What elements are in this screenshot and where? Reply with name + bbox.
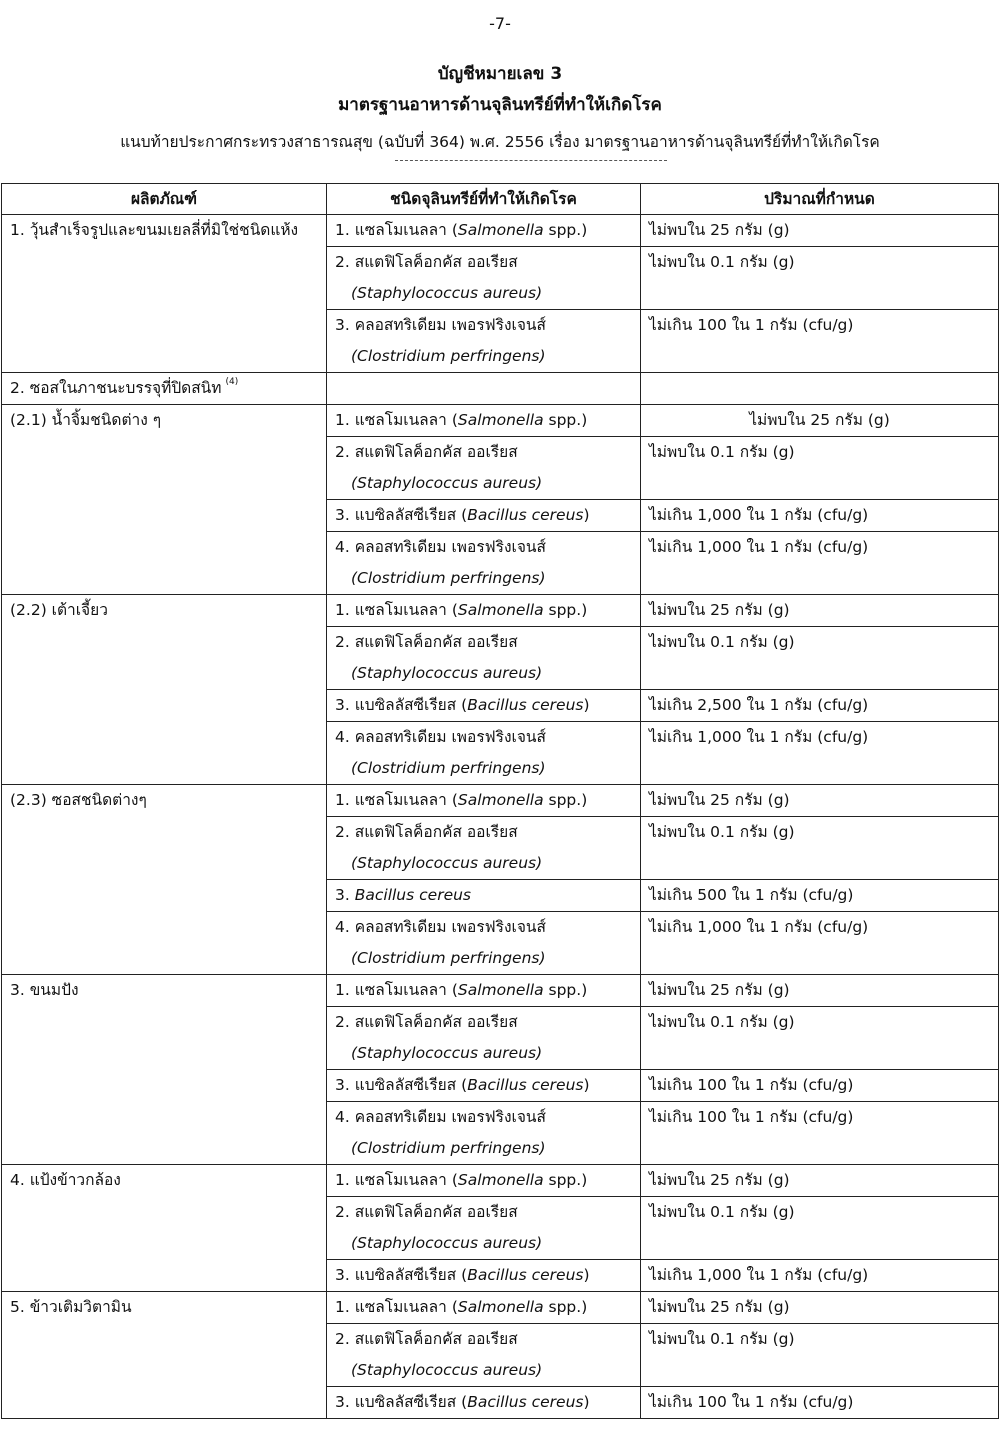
organism-cell: [327, 817, 641, 880]
product-cell: [2, 1292, 327, 1419]
organism-thai: แซลโมเนลลา: [354, 981, 447, 999]
organism-thai: สแตฟิโลค็อกคัส ออเรียส: [354, 1013, 518, 1031]
page-subtitle: แนบท้ายประกาศกระทรวงสาธารณสุข (ฉบับที่ 364) พ.ศ. 2556 เรื่อง มาตรฐานอาหารด้านจุลินทรีย์ที่ทำให้เกิดโรค: [120, 133, 880, 151]
organism-thai: คลอสทริเดียม เพอรฟริงเจนส์: [354, 1108, 546, 1126]
header-product: ผลิตภัณฑ์: [2, 184, 327, 215]
organism-scientific: Bacillus cereus: [467, 506, 584, 524]
product-name: 1. วุ้นสำเร็จรูปและขนมเยลลี่ที่มิใช่ชนิดแห้ง: [10, 221, 299, 239]
item-number: 3.: [335, 1393, 350, 1411]
item-number: 1.: [335, 1298, 350, 1316]
limit-cell: ไม่เกิน 100 ใน 1 กรัม (cfu/g): [641, 1387, 999, 1419]
limit-cell: ไม่พบใน 0.1 กรัม (g): [641, 1324, 999, 1387]
header-limit: ปริมาณที่กำหนด: [641, 184, 999, 215]
organism-cell: 1. แซลโมเนลลา (Salmonella spp.): [327, 785, 641, 817]
organism-scientific: Salmonella: [457, 1298, 544, 1316]
organism-spp: spp.: [548, 1171, 582, 1189]
organism-thai: แซลโมเนลลา: [354, 411, 447, 429]
organism-thai: แบซิลลัสซีเรียส: [354, 1393, 457, 1411]
item-number: 2.: [335, 1330, 350, 1348]
item-number: 1.: [335, 411, 350, 429]
page-number: -7-: [489, 14, 511, 33]
item-number: 4.: [335, 918, 350, 936]
item-number: 3.: [335, 1076, 350, 1094]
limit-cell: ไม่เกิน 2,500 ใน 1 กรัม (cfu/g): [641, 690, 999, 722]
organism-scientific: (Clostridium perfringens): [351, 347, 546, 365]
organism-scientific: Salmonella: [457, 791, 544, 809]
header-organism: ชนิดจุลินทรีย์ที่ทำให้เกิดโรค: [327, 184, 641, 215]
product-name: 3. ขนมปัง: [10, 981, 79, 999]
limit-cell: ไม่พบใน 25 กรัม (g): [641, 595, 999, 627]
product-cell: [2, 405, 327, 595]
product-name: 5. ข้าวเติมวิตามิน: [10, 1298, 132, 1316]
organism-thai: สแตฟิโลค็อกคัส ออเรียส: [354, 823, 518, 841]
table-row: [2, 1165, 999, 1197]
organism-cell: 3. แบซิลลัสซีเรียส (Bacillus cereus): [327, 1260, 641, 1292]
organism-cell: [327, 373, 641, 405]
product-name: (2.3) ซอสชนิดต่างๆ: [10, 791, 147, 809]
organism-scientific: Bacillus cereus: [467, 1266, 584, 1284]
organism-thai: แบซิลลัสซีเรียส: [354, 696, 457, 714]
item-number: 4.: [335, 1108, 350, 1126]
table-row: [2, 405, 999, 437]
limit-cell: ไม่เกิน 1,000 ใน 1 กรัม (cfu/g): [641, 722, 999, 785]
item-number: 2.: [335, 253, 350, 271]
organism-cell: 3. แบซิลลัสซีเรียส (Bacillus cereus): [327, 1387, 641, 1419]
item-number: 2.: [335, 443, 350, 461]
product-cell: [2, 1165, 327, 1292]
organism-scientific: Bacillus cereus: [467, 696, 584, 714]
limit-cell: ไม่พบใน 0.1 กรัม (g): [641, 627, 999, 690]
organism-thai: สแตฟิโลค็อกคัส ออเรียส: [354, 443, 518, 461]
organism-cell: 1. แซลโมเนลลา (Salmonella spp.): [327, 405, 641, 437]
organism-scientific: Salmonella: [457, 411, 544, 429]
organism-thai: แบซิลลัสซีเรียส: [354, 1076, 457, 1094]
product-cell: [2, 975, 327, 1165]
organism-cell: 1. แซลโมเนลลา (Salmonella spp.): [327, 595, 641, 627]
table-row: [2, 373, 999, 405]
organism-thai: แซลโมเนลลา: [354, 791, 447, 809]
item-number: 3.: [335, 506, 350, 524]
item-number: 3.: [335, 696, 350, 714]
organism-scientific: Salmonella: [457, 1171, 544, 1189]
standards-table: [1, 183, 999, 1419]
footnote-marker: (4): [225, 377, 239, 387]
organism-scientific: (Staphylococcus aureus): [351, 1234, 543, 1252]
organism-thai: แบซิลลัสซีเรียส: [354, 1266, 457, 1284]
item-number: 1.: [335, 791, 350, 809]
organism-cell: [327, 880, 641, 912]
item-number: 4.: [335, 538, 350, 556]
organism-cell: [327, 1102, 641, 1165]
organism-spp: spp.: [548, 981, 582, 999]
organism-scientific: Bacillus cereus: [467, 1076, 584, 1094]
organism-scientific: Bacillus cereus: [354, 886, 471, 904]
product-name: 2. ซอสในภาชนะบรรจุที่ปิดสนิท: [10, 379, 222, 397]
table-row: [2, 975, 999, 1007]
item-number: 4.: [335, 728, 350, 746]
organism-scientific: Salmonella: [457, 601, 544, 619]
limit-cell: ไม่เกิน 100 ใน 1 กรัม (cfu/g): [641, 1070, 999, 1102]
organism-thai: คลอสทริเดียม เพอรฟริงเจนส์: [354, 728, 546, 746]
organism-thai: สแตฟิโลค็อกคัส ออเรียส: [354, 1330, 518, 1348]
limit-cell: ไม่เกิน 100 ใน 1 กรัม (cfu/g): [641, 310, 999, 373]
table-header: [2, 184, 999, 215]
limit-cell: ไม่เกิน 100 ใน 1 กรัม (cfu/g): [641, 1102, 999, 1165]
limit-cell: ไม่พบใน 25 กรัม (g): [641, 215, 999, 247]
organism-cell: 1. แซลโมเนลลา (Salmonella spp.): [327, 975, 641, 1007]
organism-cell: 1. แซลโมเนลลา (Salmonella spp.): [327, 215, 641, 247]
organism-cell: 1. แซลโมเนลลา (Salmonella spp.): [327, 1165, 641, 1197]
item-number: 3.: [335, 886, 350, 904]
organism-scientific: (Clostridium perfringens): [351, 1139, 546, 1157]
item-number: 1.: [335, 981, 350, 999]
organism-cell: [327, 1007, 641, 1070]
limit-cell: [641, 373, 999, 405]
organism-scientific: Salmonella: [457, 221, 544, 239]
organism-spp: spp.: [548, 601, 582, 619]
table-row: [2, 215, 999, 247]
limit-cell: ไม่พบใน 25 กรัม (g): [641, 975, 999, 1007]
item-number: 1.: [335, 601, 350, 619]
product-cell: [2, 595, 327, 785]
limit-cell: ไม่พบใน 0.1 กรัม (g): [641, 1197, 999, 1260]
limit-cell: ไม่พบใน 0.1 กรัม (g): [641, 437, 999, 500]
organism-scientific: (Staphylococcus aureus): [351, 1361, 543, 1379]
organism-thai: แซลโมเนลลา: [354, 601, 447, 619]
organism-thai: คลอสทริเดียม เพอรฟริงเจนส์: [354, 918, 546, 936]
organism-thai: แซลโมเนลลา: [354, 221, 447, 239]
organism-thai: แซลโมเนลลา: [354, 1171, 447, 1189]
organism-cell: [327, 310, 641, 373]
organism-cell: [327, 912, 641, 975]
item-number: 2.: [335, 1013, 350, 1031]
item-number: 1.: [335, 1171, 350, 1189]
organism-thai: สแตฟิโลค็อกคัส ออเรียส: [354, 253, 518, 271]
item-number: 2.: [335, 823, 350, 841]
organism-cell: 3. แบซิลลัสซีเรียส (Bacillus cereus): [327, 1070, 641, 1102]
limit-cell: ไม่พบใน 25 กรัม (g): [641, 405, 999, 437]
organism-scientific: (Staphylococcus aureus): [351, 284, 543, 302]
organism-scientific: (Staphylococcus aureus): [351, 474, 543, 492]
organism-cell: [327, 722, 641, 785]
organism-cell: [327, 532, 641, 595]
page-title: บัญชีหมายเลข 3: [437, 64, 563, 84]
product-name: (2.2) เต้าเจี้ยว: [10, 601, 108, 619]
organism-thai: แบซิลลัสซีเรียส: [354, 506, 457, 524]
organism-cell: 3. แบซิลลัสซีเรียส (Bacillus cereus): [327, 500, 641, 532]
organism-thai: สแตฟิโลค็อกคัส ออเรียส: [354, 1203, 518, 1221]
organism-cell: [327, 627, 641, 690]
organism-cell: [327, 1197, 641, 1260]
page-heading: มาตรฐานอาหารด้านจุลินทรีย์ที่ทำให้เกิดโรค: [338, 95, 662, 115]
item-number: 2.: [335, 633, 350, 651]
limit-cell: ไม่พบใน 0.1 กรัม (g): [641, 247, 999, 310]
organism-spp: spp.: [548, 791, 582, 809]
table-row: [2, 1292, 999, 1324]
organism-cell: [327, 437, 641, 500]
limit-cell: ไม่พบใน 25 กรัม (g): [641, 1292, 999, 1324]
organism-scientific: (Staphylococcus aureus): [351, 1044, 543, 1062]
item-number: 3.: [335, 1266, 350, 1284]
organism-scientific: Salmonella: [457, 981, 544, 999]
organism-scientific: (Staphylococcus aureus): [351, 664, 543, 682]
item-number: 3.: [335, 316, 350, 334]
organism-spp: spp.: [548, 1298, 582, 1316]
organism-cell: 3. แบซิลลัสซีเรียส (Bacillus cereus): [327, 690, 641, 722]
organism-spp: spp.: [548, 221, 582, 239]
divider: [395, 160, 667, 161]
organism-scientific: (Staphylococcus aureus): [351, 854, 543, 872]
product-cell: [2, 215, 327, 373]
limit-cell: ไม่เกิน 1,000 ใน 1 กรัม (cfu/g): [641, 912, 999, 975]
limit-cell: ไม่เกิน 1,000 ใน 1 กรัม (cfu/g): [641, 500, 999, 532]
product-name: 4. แป้งข้าวกล้อง: [10, 1171, 121, 1189]
organism-thai: คลอสทริเดียม เพอรฟริงเจนส์: [354, 316, 546, 334]
organism-cell: 1. แซลโมเนลลา (Salmonella spp.): [327, 1292, 641, 1324]
limit-cell: ไม่พบใน 0.1 กรัม (g): [641, 817, 999, 880]
organism-scientific: (Clostridium perfringens): [351, 759, 546, 777]
item-number: 2.: [335, 1203, 350, 1221]
organism-spp: spp.: [548, 411, 582, 429]
item-number: 1.: [335, 221, 350, 239]
limit-cell: ไม่เกิน 1,000 ใน 1 กรัม (cfu/g): [641, 532, 999, 595]
organism-thai: สแตฟิโลค็อกคัส ออเรียส: [354, 633, 518, 651]
organism-thai: แซลโมเนลลา: [354, 1298, 447, 1316]
table-row: [2, 595, 999, 627]
product-cell: [2, 373, 327, 405]
limit-cell: ไม่พบใน 25 กรัม (g): [641, 1165, 999, 1197]
limit-cell: ไม่พบใน 25 กรัม (g): [641, 785, 999, 817]
table-row: [2, 785, 999, 817]
limit-cell: ไม่เกิน 1,000 ใน 1 กรัม (cfu/g): [641, 1260, 999, 1292]
organism-cell: [327, 247, 641, 310]
organism-thai: คลอสทริเดียม เพอรฟริงเจนส์: [354, 538, 546, 556]
product-name: (2.1) น้ำจิ้มชนิดต่าง ๆ: [10, 411, 162, 429]
product-cell: [2, 785, 327, 975]
organism-scientific: Bacillus cereus: [467, 1393, 584, 1411]
organism-scientific: (Clostridium perfringens): [351, 569, 546, 587]
organism-cell: [327, 1324, 641, 1387]
limit-cell: ไม่พบใน 0.1 กรัม (g): [641, 1007, 999, 1070]
limit-cell: ไม่เกิน 500 ใน 1 กรัม (cfu/g): [641, 880, 999, 912]
organism-scientific: (Clostridium perfringens): [351, 949, 546, 967]
